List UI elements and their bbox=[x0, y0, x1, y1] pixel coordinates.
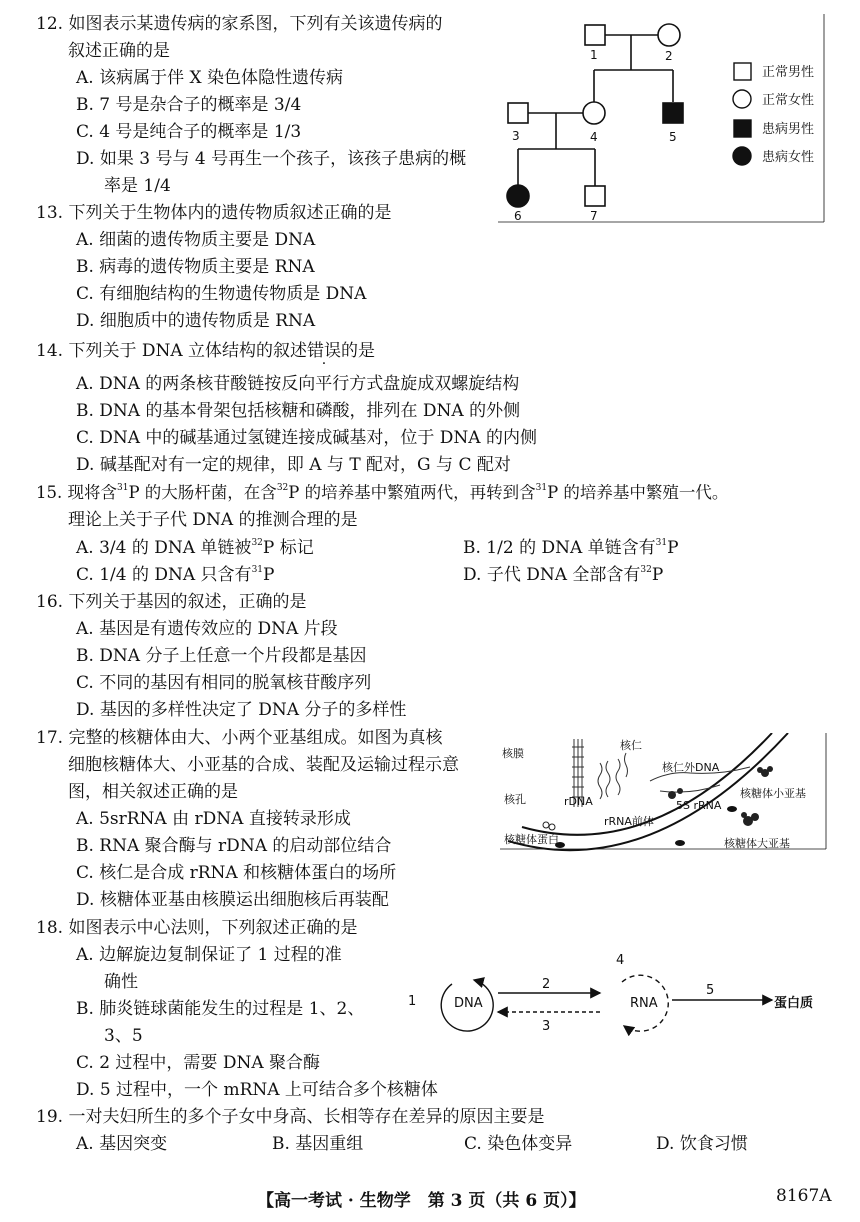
dogma-label-3: 3 bbox=[542, 1019, 551, 1034]
q18-option-b-line2: 3、5 bbox=[104, 1026, 143, 1046]
ribosome-assembly-figure bbox=[500, 733, 828, 853]
legend-affected-male-label: 患病男性 bbox=[762, 122, 815, 137]
q12-stem-line1: 12. 如图表示某遗传病的家系图，下列有关该遗传病的 bbox=[36, 14, 443, 34]
pedigree-id-7: 7 bbox=[590, 209, 598, 223]
label-nuclear-pore: 核孔 bbox=[504, 793, 526, 806]
q15-option-d: D. 子代 DNA 全部含有$^{32}$P bbox=[463, 565, 664, 585]
dogma-label-5: 5 bbox=[706, 983, 715, 998]
pedigree-id-6: 6 bbox=[514, 209, 522, 223]
pedigree-id-3: 3 bbox=[512, 129, 520, 143]
q16-option-b: B. DNA 分子上任意一个片段都是基因 bbox=[76, 646, 367, 666]
legend-normal-female-icon bbox=[733, 90, 751, 108]
q17-option-d: D. 核糖体亚基由核膜运出细胞核后再装配 bbox=[76, 890, 389, 910]
q17-option-b: B. RNA 聚合酶与 rDNA 的启动部位结合 bbox=[76, 836, 392, 856]
pedigree-id-2: 2 bbox=[665, 49, 673, 63]
q18-option-a-line2: 确性 bbox=[104, 972, 138, 992]
label-nuclear-membrane: 核膜 bbox=[502, 747, 524, 760]
pedigree-figure bbox=[498, 14, 828, 224]
nuclear-pore-3 bbox=[675, 840, 685, 846]
individual-6-affected-female bbox=[507, 185, 529, 207]
q16-option-c: C. 不同的基因有相同的脱氧核苷酸序列 bbox=[76, 673, 372, 693]
dogma-label-4: 4 bbox=[616, 953, 625, 968]
dogma-protein: 蛋白质 bbox=[774, 996, 814, 1011]
label-extra-nucleolar-dna: 核仁外DNA bbox=[662, 761, 720, 774]
label-rrna-precursor: rRNA前体 bbox=[604, 815, 654, 828]
q12-option-d-line1: D. 如果 3 号与 4 号再生一个孩子，该孩子患病的概 bbox=[76, 149, 467, 169]
label-ribosomal-protein: 核糖体蛋白 bbox=[504, 833, 559, 846]
q18-option-a-line1: A. 边解旋边复制保证了 1 过程的准 bbox=[76, 945, 342, 965]
legend-affected-female-label: 患病女性 bbox=[762, 150, 815, 165]
q14-option-a: A. DNA 的两条核苷酸链按反向平行方式盘旋成双螺旋结构 bbox=[76, 374, 520, 394]
label-5s-rrna: 5S rRNA bbox=[676, 799, 722, 812]
q13-stem: 13. 下列关于生物体内的遗传物质叙述正确的是 bbox=[36, 203, 392, 223]
q17-option-a: A. 5srRNA 由 rDNA 直接转录形成 bbox=[76, 809, 351, 829]
q16-stem: 16. 下列关于基因的叙述，正确的是 bbox=[36, 592, 307, 612]
q15-stem-line1: 15. 现将含$^{31}$P 的大肠杆菌，在含$^{32}$P 的培养基中繁殖两代，再转到含$^{31}$P 的培养基中繁殖一代。 bbox=[36, 483, 729, 502]
legend-affected-female-icon bbox=[733, 147, 751, 165]
q19-option-d: D. 饮食习惯 bbox=[656, 1134, 748, 1154]
q15-option-a: A. 3/4 的 DNA 单链被$^{32}$P 标记 bbox=[76, 538, 314, 558]
q14-stem-pre: 14. 下列关于 DNA 立体结构的叙述 bbox=[36, 341, 308, 361]
q14-stem bbox=[36, 340, 375, 362]
q17-stem-line3: 图，相关叙述正确的是 bbox=[68, 782, 238, 802]
individual-7-normal-male bbox=[585, 186, 605, 206]
q18-option-c: C. 2 过程中，需要 DNA 聚合酶 bbox=[76, 1053, 321, 1073]
legend-normal-female-label: 正常女性 bbox=[762, 93, 815, 108]
q19-option-b: B. 基因重组 bbox=[272, 1134, 364, 1154]
individual-4-normal-female bbox=[583, 102, 605, 124]
q15-stem-line2: 理论上关于子代 DNA 的推测合理的是 bbox=[68, 510, 358, 530]
individual-5-affected-male bbox=[663, 103, 683, 123]
q16-option-d: D. 基因的多样性决定了 DNA 分子的多样性 bbox=[76, 700, 407, 720]
q19-option-a: A. 基因突变 bbox=[76, 1134, 168, 1154]
individual-1-normal-male bbox=[585, 25, 605, 45]
q18-option-b-line1: B. 肺炎链球菌能发生的过程是 1、2、 bbox=[76, 999, 365, 1019]
dogma-dna: DNA bbox=[454, 996, 483, 1011]
individual-3-normal-male bbox=[508, 103, 528, 123]
label-small-subunit: 核糖体小亚基 bbox=[740, 787, 806, 800]
pedigree-id-5: 5 bbox=[669, 130, 677, 144]
q12-option-a: A. 该病属于伴 X 染色体隐性遗传病 bbox=[76, 68, 343, 88]
q13-option-d: D. 细胞质中的遗传物质是 RNA bbox=[76, 311, 316, 331]
q13-option-c: C. 有细胞结构的生物遗传物质是 DNA bbox=[76, 284, 367, 304]
q15-option-b: B. 1/2 的 DNA 单链含有$^{31}$P bbox=[463, 538, 679, 558]
q14-option-b: B. DNA 的基本骨架包括核糖和磷酸，排列在 DNA 的外侧 bbox=[76, 401, 521, 421]
q19-option-c: C. 染色体变异 bbox=[464, 1134, 573, 1154]
q17-stem-line2: 细胞核糖体大、小亚基的合成、装配及运输过程示意 bbox=[68, 755, 459, 775]
q18-option-d: D. 5 过程中，一个 mRNA 上可结合多个核糖体 bbox=[76, 1080, 438, 1100]
dogma-label-2: 2 bbox=[542, 977, 551, 992]
q19-stem: 19. 一对夫妇所生的多个子女中身高、长相等存在差异的原因主要是 bbox=[36, 1107, 545, 1127]
q14-option-c: C. DNA 中的碱基通过氢键连接成碱基对，位于 DNA 的内侧 bbox=[76, 428, 537, 448]
pedigree-id-4: 4 bbox=[590, 130, 598, 144]
q13-option-a: A. 细菌的遗传物质主要是 DNA bbox=[76, 230, 316, 250]
q12-option-d-line2: 率是 1/4 bbox=[104, 176, 171, 196]
q12-stem-line2: 叙述正确的是 bbox=[68, 41, 170, 61]
q12-option-b: B. 7 号是杂合子的概率是 3/4 bbox=[76, 95, 302, 115]
q13-option-b: B. 病毒的遗传物质主要是 RNA bbox=[76, 257, 315, 277]
label-nucleolus: 核仁 bbox=[620, 739, 642, 752]
legend-affected-male-icon bbox=[734, 120, 751, 137]
central-dogma-figure bbox=[400, 950, 828, 1040]
q16-option-a: A. 基因是有遗传效应的 DNA 片段 bbox=[76, 619, 338, 639]
q18-stem: 18. 如图表示中心法则，下列叙述正确的是 bbox=[36, 918, 358, 938]
q17-stem-line1: 17. 完整的核糖体由大、小两个亚基组成。如图为真核 bbox=[36, 728, 443, 748]
label-large-subunit: 核糖体大亚基 bbox=[724, 837, 790, 850]
dogma-rna: RNA bbox=[630, 996, 658, 1011]
q14-option-d: D. 碱基配对有一定的规律，即 A 与 T 配对，G 与 C 配对 bbox=[76, 455, 511, 475]
exam-code: 8167A bbox=[776, 1186, 832, 1206]
rdna-strands bbox=[572, 739, 750, 807]
page-footer: 【高一考试 · 生物学 第 3 页（共 6 页）】 bbox=[257, 1191, 586, 1211]
q17-option-c: C. 核仁是合成 rRNA 和核糖体蛋白的场所 bbox=[76, 863, 397, 883]
nuclear-pore-4 bbox=[727, 806, 737, 812]
q12-option-c: C. 4 号是纯合子的概率是 1/3 bbox=[76, 122, 302, 142]
legend-normal-male-label: 正常男性 bbox=[762, 65, 815, 80]
q15-option-c: C. 1/4 的 DNA 只含有$^{31}$P bbox=[76, 565, 275, 585]
dogma-label-1: 1 bbox=[408, 994, 417, 1009]
label-rdna: rDNA bbox=[564, 795, 593, 808]
q14-stem-emphasis: 错误 bbox=[307, 341, 342, 361]
individual-2-normal-female bbox=[658, 24, 680, 46]
legend-normal-male-icon bbox=[734, 63, 751, 80]
q14-stem-post: 的是 bbox=[341, 341, 376, 361]
pedigree-id-1: 1 bbox=[590, 48, 598, 62]
